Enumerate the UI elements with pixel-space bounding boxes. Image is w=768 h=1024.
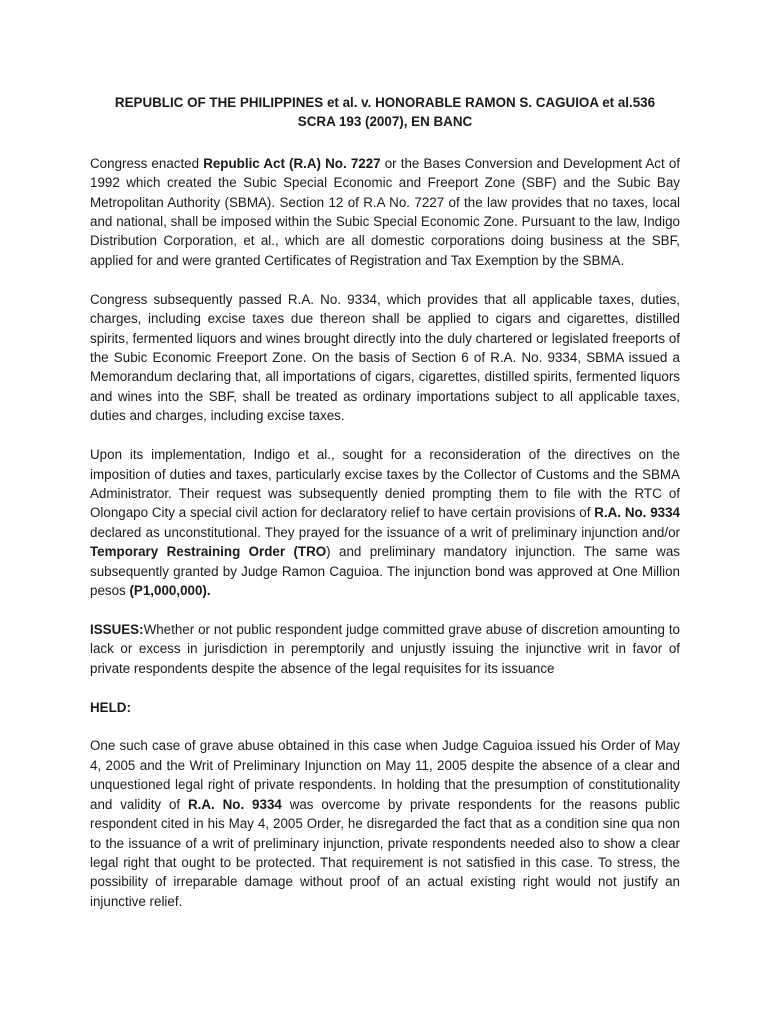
text-run: or the Bases Conversion and Development Act of 1992 which created the Subic Special Economic and Freeport Zone (SBF) and the Subic Bay Metropolitan Authority (SBMA). Section 12 of R.A No. 7227 of the law provides that no taxes, local and national, shall be imposed within the Subic Special Economic Zone. Pursuant to the law, Indigo Distribution Corporation, et al., which are all domestic corporations doing business at the SBF, applied for and were granted Certificates of Registration and Tax Exemption by the SBMA.	[90, 155, 680, 268]
paragraph-facts-1	[90, 154, 680, 270]
text-run: Whether or not public respondent judge committed grave abuse of discretion amounting to lack or excess in jurisdiction in peremptorily and unjustly issuing the injunctive writ in favor of private respondents despite the absence of the legal requisites for its issuance	[90, 621, 680, 676]
text-run: ) and preliminary mandatory injunction. The same was subsequently granted by Judge Ramon Caguioa. The injunction bond was approved at One Million pesos	[90, 544, 680, 598]
title-line-1: REPUBLIC OF THE PHILIPPINES et al. v. HONORABLE RAMON S. CAGUIOA et al.536	[114, 95, 656, 110]
bold-run: (P1,000,000).	[129, 582, 211, 598]
paragraph-facts-3	[90, 445, 680, 600]
paragraph-facts-2	[90, 290, 680, 426]
bold-run: R.A. No. 9334	[188, 796, 282, 812]
bold-run: Republic Act (R.A) No. 7227	[203, 155, 381, 171]
bold-run: Temporary Restraining Order (TRO	[90, 544, 327, 560]
text-run: Upon its implementation, Indigo et al., sought for a reconsideration of the directives on the imposition of duties and taxes, particularly excise taxes by the Collector of Customs and the SBMA Administrator. Their request was subsequently denied prompting them to file with the RTC of Olongapo City a special civil action for declaratory relief to have certain provisions of	[90, 447, 680, 521]
text-run: was overcome by private respondents for the reasons public respondent cited in his May 4, 2005 Order, he disregarded the fact that as a condition sine qua non to the issuance of a writ of preliminary injunction, private respondents needed also to show a clear legal right that ought to be protected. That requirement is not satisfied in this case. To stress, the possibility of irreparable damage without proof of an actual existing right would not justify an injunctive relief.	[90, 796, 680, 909]
paragraph-issues	[90, 620, 680, 678]
title-line-2: SCRA 193 (2007), EN BANC	[297, 114, 473, 130]
bold-run: R.A. No. 9334	[594, 505, 680, 521]
text-run: Congress enacted	[90, 155, 204, 171]
paragraph-held	[90, 736, 680, 911]
issues-label: ISSUES:	[90, 621, 144, 637]
text-run: Congress subsequently passed R.A. No. 9334, which provides that all applicable taxes, duties, charges, including excise taxes due thereon shall be applied to cigars and cigarettes, distilled spirits, fermented liquors and wines brought directly into the duly chartered or legislated freeports of the Subic Economic Freeport Zone. On the basis of Section 6 of R.A. No. 9334, SBMA issued a Memorandum declaring that, all importations of cigars, cigarettes, distilled spirits, fermented liquors and wines into the SBF, shall be treated as ordinary importations subject to all applicable taxes, duties and charges, including excise taxes.	[90, 291, 680, 424]
document-title	[90, 93, 680, 132]
text-run: declared as unconstitutional. They prayed for the issuance of a writ of preliminary injunction and/or	[90, 524, 680, 540]
document-body	[90, 93, 680, 911]
held-heading: HELD:	[90, 699, 131, 715]
text-run: One such case of grave abuse obtained in this case when Judge Caguioa issued his Order of May 4, 2005 and the Writ of Preliminary Injunction on May 11, 2005 despite the absence of a clear and unquestioned legal right of private respondents. In holding that the presumption of constitutionality and validity of	[90, 738, 680, 812]
